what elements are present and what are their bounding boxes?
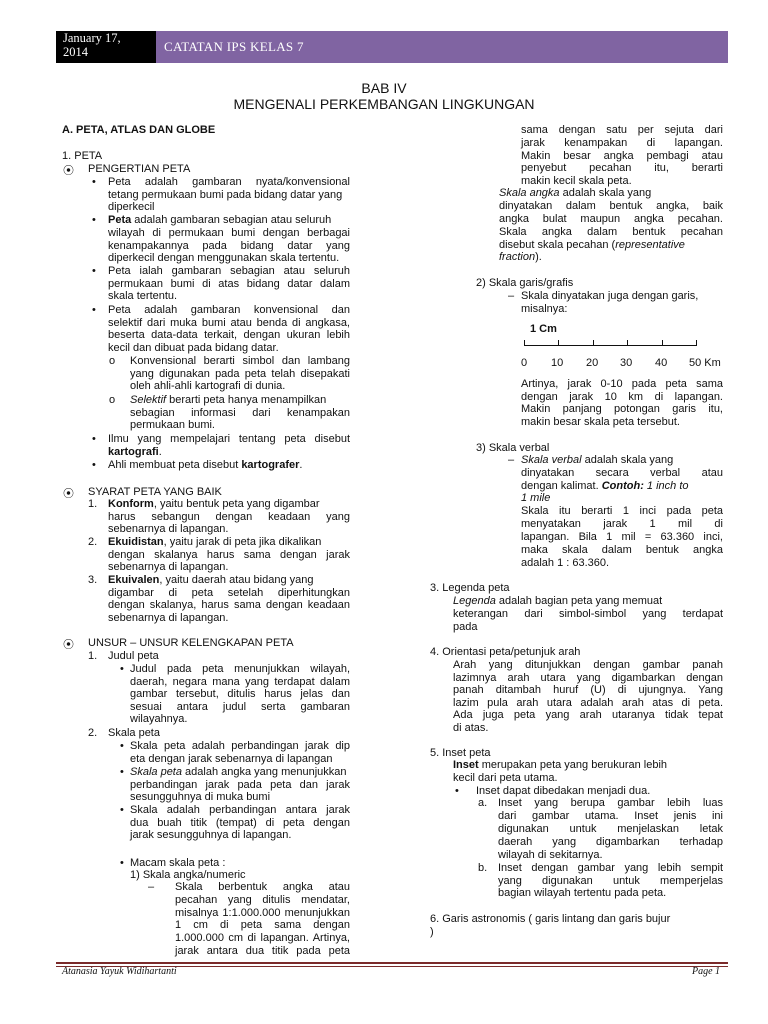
scale-label: 40 (655, 357, 668, 369)
text-line: skala tertentu. (108, 290, 178, 302)
text-line: lapangan. Bila 1 mil = 63.360 inci, (521, 531, 723, 543)
scale-unit-label: 1 Cm (530, 323, 557, 335)
text-line: permukaan bumi. (130, 419, 215, 431)
italic-term: Skala angka (499, 187, 560, 199)
list-number: 1. (88, 650, 98, 662)
header-date-line1: January 17, (63, 31, 121, 45)
text-run: adalah angka yang menunjukkan (181, 766, 347, 778)
italic-term: Legenda (453, 595, 496, 607)
text-line: permukaan bumi di atas bidang datar dalam (108, 278, 350, 290)
text-line (499, 239, 685, 252)
text-line: Peta ialah gambaran sebagian atau seluruh (108, 265, 350, 277)
text-run: adalah skala yang (581, 454, 674, 466)
text-line: angka bulat maupun angka pecahan. (499, 213, 723, 225)
chapter-title: BAB IV (361, 80, 407, 96)
bullet-icon: • (92, 304, 96, 316)
text-line (499, 187, 651, 200)
text-line: Peta adalah gambaran nyata/konvensional (108, 176, 350, 188)
chapter-subtitle: MENGENALI PERKEMBANGAN LINGKUNGAN (233, 96, 535, 112)
text-line: Inset dengan gambar yang lebih sempit (498, 862, 723, 874)
list-number: 2. (88, 727, 98, 739)
section-heading: A. PETA, ATLAS DAN GLOBE (62, 124, 216, 136)
bold-term: Konform (108, 498, 154, 510)
text-line: 6. Garis astronomis ( garis lintang dan garis bujur (430, 913, 671, 925)
scale-label: 50 Km (689, 357, 721, 369)
text-line: kartografi. (108, 446, 162, 458)
text-line: Peta adalah gambaran konvensional dan (108, 304, 350, 316)
text-line: 2) Skala garis/grafis (476, 277, 574, 289)
text-line: selektif dari muka bumi atau benda di angkasa, (108, 317, 350, 329)
text-line: sebenarnya di lapangan. (108, 523, 229, 535)
text-line (499, 251, 542, 264)
text-line: maka skala dalam bentuk angka (521, 544, 723, 556)
text-line: 1 cm di peta sama dengan (175, 919, 350, 931)
text-line: penyebut pecahan itu, berarti (521, 162, 723, 174)
text-line: gambar tersebut, ditulis harus jelas dan (130, 688, 350, 700)
text-line: kecil dan dibuat pada bidang datar. (108, 342, 279, 354)
text-line: dengan skalanya harus sama dengan jarak (108, 549, 350, 561)
italic-term: Skala verbal (521, 454, 582, 466)
sub-bullet-icon: o (109, 394, 116, 406)
text-line: digunakan untuk menjelaskan letak (498, 823, 723, 835)
text-run: , yaitu bentuk peta yang digambar (153, 498, 320, 510)
text-line (108, 498, 320, 511)
text-line: Ada juga peta yang arah utaranya tidak tepat (453, 709, 723, 721)
text-line: wilayah di sekitarnya. (498, 849, 603, 861)
scale-label: 30 (620, 357, 633, 369)
text-line: 3. Legenda peta (430, 582, 510, 594)
text-run: , yaitu jarak di peta jika dikalikan (163, 536, 322, 548)
target-bullet-icon: ⦿ (63, 488, 74, 500)
list-number: 3. (88, 574, 98, 586)
text-line: digambar di peta setelah diperhitungkan (108, 587, 350, 599)
text-line: dinyatakan secara verbal atau (521, 467, 723, 479)
text-line: Skala adalah perbandingan antara jarak (130, 804, 350, 816)
text-line: diperkecil (108, 201, 155, 213)
text-run: adalah skala yang (559, 187, 652, 199)
text-line: misalnya: (521, 303, 568, 315)
bold-term: Ekuidistan (108, 536, 164, 548)
header-date (56, 31, 156, 63)
bullet-icon: • (455, 785, 459, 797)
italic-term: fraction (499, 251, 536, 263)
footer-divider (56, 962, 728, 964)
bold-term: Peta (108, 214, 132, 226)
footer-author: Atanasia Yayuk Widihartanti (62, 966, 177, 977)
text-line: yang digunakan untuk memperjelas (498, 875, 723, 887)
bullet-icon: • (92, 459, 96, 471)
text-line: makin besar skala peta tersebut. (521, 416, 680, 428)
text-line: 3) Skala verbal (476, 442, 550, 454)
text-line: Skala dinyatakan juga dengan garis, (521, 290, 699, 302)
text-line: keterangan dari simbol-simbol yang terdapat (453, 608, 723, 620)
text-line: dua buah titik (tempat) di peta dengan (130, 817, 350, 829)
italic-term: 1 inch to (643, 480, 689, 492)
text-line: Skala berbentuk angka atau (175, 881, 350, 893)
target-bullet-icon: ⦿ (63, 165, 74, 177)
text-line: lazimnya arah utara yang digambarkan dengan (453, 672, 723, 684)
text-line: diperkecil dengan menggunakan skala tertentu. (108, 252, 340, 264)
text-line: bagian wilayah tertentu pada peta. (498, 887, 667, 899)
text-line: Skala peta (108, 727, 160, 739)
bold-term: kartografi (108, 446, 159, 458)
text-line: Artinya, jarak 0-10 pada peta sama (521, 378, 723, 390)
list-letter: b. (478, 862, 488, 874)
footer-page: Page 1 (692, 966, 721, 977)
heading-peta: 1. PETA (62, 150, 103, 162)
text-line: jarak kenampakan di lapangan. (521, 137, 723, 149)
scale-label: 20 (586, 357, 599, 369)
bold-term: Inset (453, 759, 479, 771)
text-line: pecahan yang ditulis mendatar, (175, 894, 350, 906)
text-line: kecil dari peta utama. (453, 772, 558, 784)
bullet-icon: • (120, 804, 124, 816)
text-line: Ilmu yang mempelajari tentang peta disebut (108, 433, 350, 445)
text-line: beserta data-data terkait, dengan ukuran lebih (108, 329, 350, 341)
text-line (108, 214, 331, 227)
text-run: dengan kalimat. (521, 480, 602, 492)
text-line: sebenarnya di lapangan. (108, 561, 229, 573)
italic-term: representative (615, 239, 685, 251)
bold-term: kartografer (241, 459, 300, 471)
bullet-icon: • (120, 766, 124, 778)
text-line: ) (430, 926, 434, 938)
text-run: adalah gambaran sebagian atau seluruh (131, 214, 332, 226)
text-run: berarti peta hanya menampilkan (166, 394, 327, 406)
text-line: Judul pada peta menunjukkan wilayah, (130, 663, 350, 675)
bullet-icon: • (120, 857, 124, 869)
bullet-icon: • (92, 265, 96, 277)
list-number: 2. (88, 536, 98, 548)
text-line: 1 mile (521, 492, 551, 504)
dash-icon: – (508, 290, 515, 302)
text-line: Ahli membuat peta disebut kartografer. (108, 459, 303, 471)
header-doc-title: CATATAN IPS KELAS 7 (156, 31, 728, 63)
scale-tick (524, 340, 525, 346)
text-line: sebenarnya di lapangan. (108, 612, 229, 624)
text-line (108, 536, 321, 549)
bold-term: Ekuivalen (108, 574, 160, 586)
dash-icon: – (148, 881, 155, 893)
text-line: Inset yang berupa gambar lebih luas (498, 797, 723, 809)
dash-icon: – (508, 454, 515, 466)
target-bullet-icon: ⦿ (63, 639, 74, 651)
text-line: yang digunakan pada peta telah disepakati (130, 368, 350, 380)
text-line: jarak antara dua titik pada peta (175, 945, 350, 957)
text-line: lazim pula arah utara adalah arah atas di peta. (453, 697, 723, 709)
scale-label: 0 (521, 357, 528, 369)
scale-tick (627, 340, 628, 346)
italic-term: Skala peta (130, 766, 182, 778)
text-line: Macam skala peta : (130, 857, 226, 869)
text-run: disebut skala pecahan ( (499, 239, 616, 251)
text-line: Konvensional berarti simbol dan lambang (130, 355, 350, 367)
text-run: , yaitu daerah atau bidang yang (159, 574, 314, 586)
scale-tick (662, 340, 663, 346)
text-line: makin kecil skala peta. (521, 175, 632, 187)
scale-tick (558, 340, 559, 346)
text-line (521, 454, 673, 467)
header-date-line2: 2014 (63, 45, 88, 59)
text-line (130, 766, 347, 779)
scale-tick (696, 340, 697, 346)
text-line (453, 595, 662, 608)
text-line: panah ditambah huruf (U) di ujungnya. Yang (453, 684, 723, 696)
text-line: sebagian informasi dari kenampakan (130, 407, 350, 419)
text-run: Ahli membuat peta disebut (108, 459, 242, 471)
text-line: eta dengan jarak sebenarnya di lapangan (130, 753, 333, 765)
text-line: wilayah di permukaan bumi dengan berbagai (108, 227, 350, 239)
bullet-icon: • (92, 433, 96, 445)
text-line: tetang permukaan bumi pada bidang datar yang (108, 189, 343, 201)
text-line: 1.000.000 cm di lapangan. Artinya, (175, 932, 350, 944)
text-line: Makin panjang potongan garis itu, (521, 403, 723, 415)
text-line: dari gambar utama. Inset jenis ini (498, 810, 723, 822)
bullet-icon: • (92, 214, 96, 226)
heading-syarat: SYARAT PETA YANG BAIK (88, 486, 222, 498)
text-line: Skala peta adalah perbandingan jarak dip (130, 740, 350, 752)
text-line: sama dengan satu per sejuta dari (521, 124, 723, 136)
text-line: Skala angka dalam bentuk pecahan (499, 226, 723, 238)
text-line: harus sebangun dengan keadaan yang (108, 511, 350, 523)
text-line (453, 759, 667, 772)
text-line (108, 574, 313, 587)
scale-line (524, 345, 697, 346)
text-line: Skala itu berarti 1 inci pada peta (521, 505, 723, 517)
bullet-icon: • (120, 663, 124, 675)
text-line: daerah, negara mana yang terdapat dalam (130, 676, 350, 688)
bold-term: Contoh: (601, 480, 644, 492)
text-line (130, 394, 326, 407)
sub-bullet-icon: o (109, 355, 116, 367)
text-line: daerah yang digambarkan terhadap (498, 836, 723, 848)
text-line: Inset dapat dibedakan menjadi dua. (476, 785, 651, 797)
text-line: Arah yang ditunjukkan dengan gambar panah (453, 659, 723, 671)
text-line: 5. Inset peta (430, 747, 491, 759)
text-line: adalah 1 : 63.360. (521, 557, 610, 569)
text-line: di atas. (453, 722, 489, 734)
text-line: Makin besar angka pembagi atau (521, 150, 723, 162)
text-line: perbandingan jarak pada peta dan jarak (130, 779, 350, 791)
text-line: Judul peta (108, 650, 159, 662)
text-line: kenampakannya pada bidang datar yang (108, 240, 350, 252)
text-run: adalah bagian peta yang memuat (495, 595, 663, 607)
text-line: 4. Orientasi peta/petunjuk arah (430, 646, 581, 658)
text-line: dengan jarak 10 km di lapangan. (521, 391, 723, 403)
text-line: menyatakan jarak 1 mil di (521, 518, 723, 530)
list-letter: a. (478, 797, 488, 809)
italic-term: Selektif (130, 394, 167, 406)
text-line: jarak sesungguhnya di lapangan. (130, 829, 292, 841)
heading-unsur: UNSUR – UNSUR KELENGKAPAN PETA (88, 637, 294, 649)
text-line: misalnya 1:1.000.000 menunjukkan (175, 907, 350, 919)
heading-pengertian: PENGERTIAN PETA (88, 163, 191, 175)
text-line: sesuai antara judul serta gambaran (130, 701, 350, 713)
text-line: 1) Skala angka/numeric (130, 869, 246, 881)
bullet-icon: • (120, 740, 124, 752)
scale-label: 10 (551, 357, 564, 369)
text-line (521, 480, 689, 493)
text-line: sesungguhnya di muka bumi (130, 791, 271, 803)
text-line: wilayahnya. (130, 713, 188, 725)
text-run: merupakan peta yang berukuran lebih (478, 759, 668, 771)
text-line: oleh ahli-ahli kartografi di dunia. (130, 380, 286, 392)
text-run: ). (535, 251, 542, 263)
scale-tick (593, 340, 594, 346)
text-line: dinyatakan dalam bentuk angka, baik (499, 200, 723, 212)
text-line: pada (453, 621, 478, 633)
text-line: dengan skalanya, harus sama dengan keadaan (108, 599, 350, 611)
list-number: 1. (88, 498, 98, 510)
bullet-icon: • (92, 176, 96, 188)
